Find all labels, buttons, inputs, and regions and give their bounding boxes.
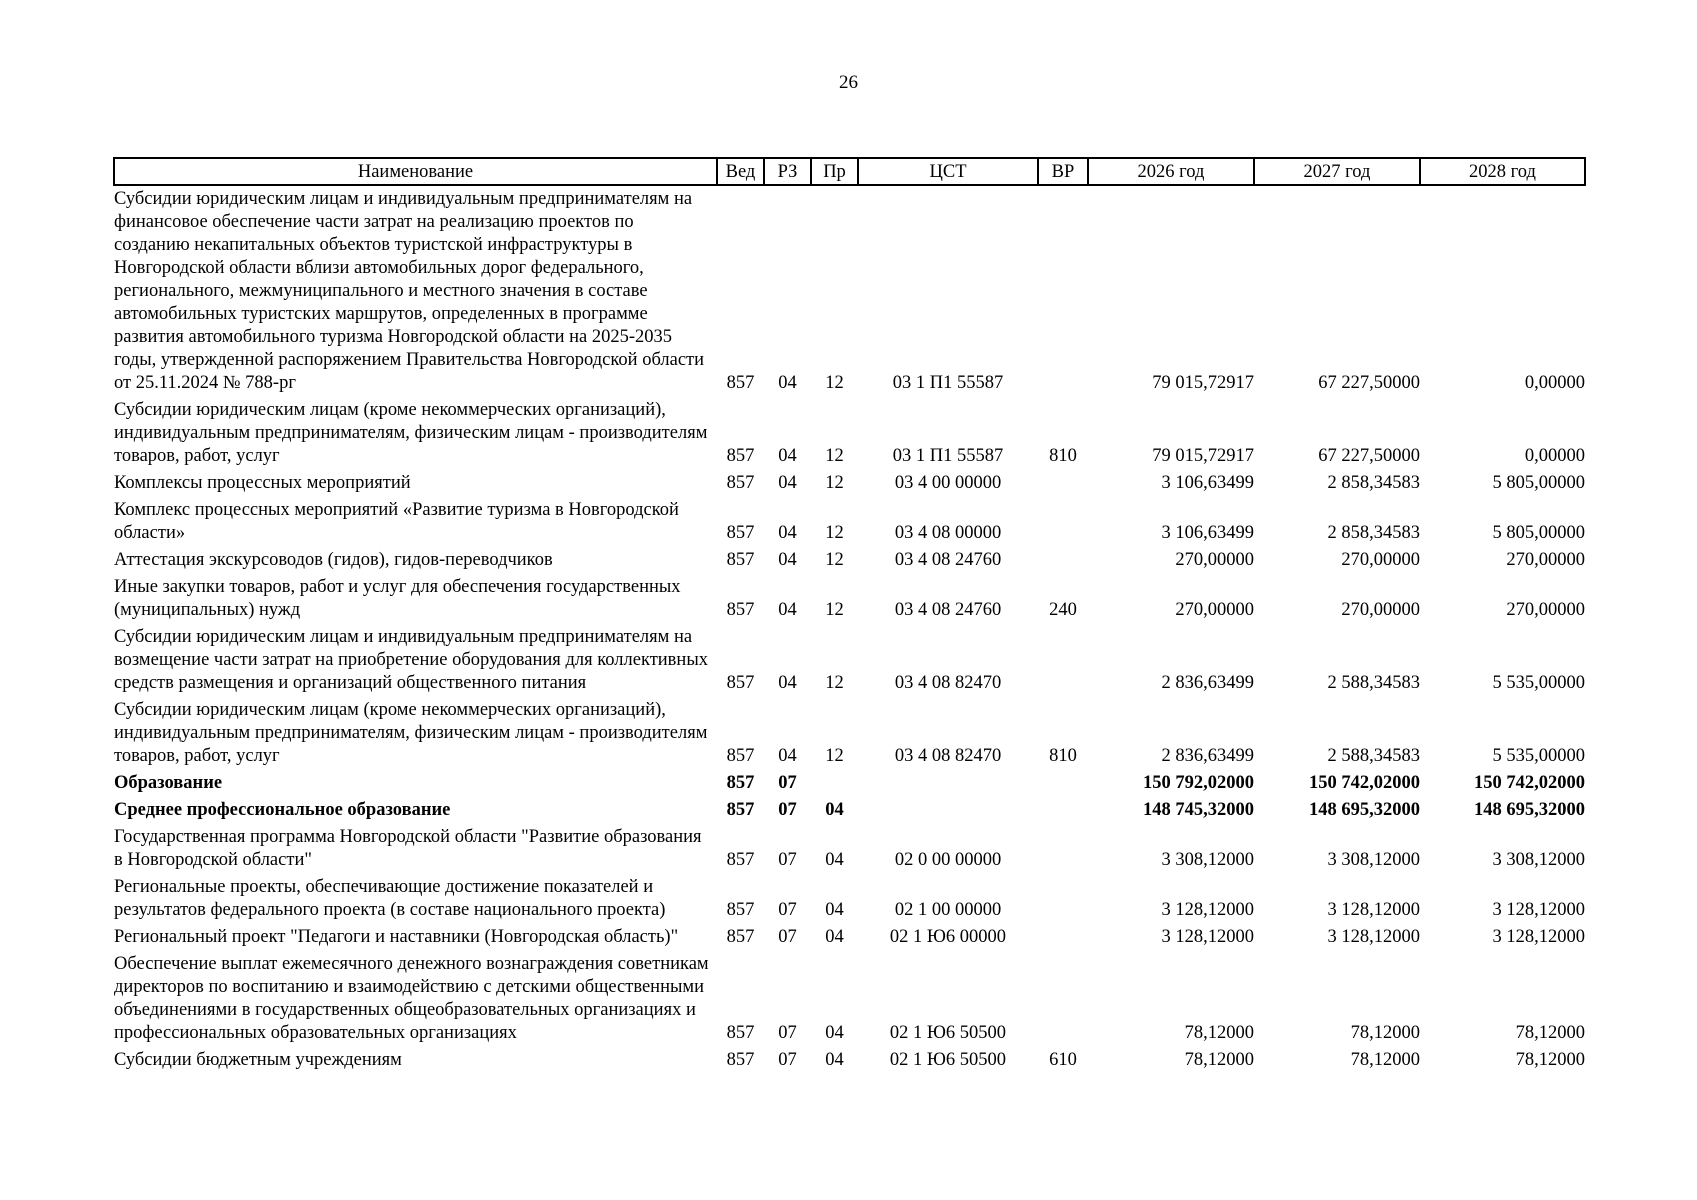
cell-2027: 3 128,12000	[1327, 927, 1420, 947]
table-row	[114, 497, 1585, 547]
cell-cst: 02 1 Ю6 00000	[889, 927, 1007, 947]
table-row	[114, 624, 1585, 697]
cell-2026: 78,12000	[1184, 1023, 1254, 1043]
cell-vr	[1038, 624, 1088, 697]
cell-name: Комплекс процессных мероприятий «Развитие туризма в Новгородской области»	[114, 500, 679, 543]
cell-2027: 270,00000	[1341, 600, 1420, 620]
cell-rz: 04	[778, 523, 797, 543]
cell-rz: 04	[778, 550, 797, 570]
cell-ved: 857	[726, 473, 755, 493]
cell-2026: 3 106,63499	[1161, 473, 1254, 493]
cell-name: Среднее профессиональное образование	[114, 800, 451, 820]
cell-ved: 857	[726, 1050, 755, 1070]
cell-2028: 5 535,00000	[1492, 746, 1585, 766]
header-pr: Пр	[811, 158, 858, 185]
cell-ved: 857	[726, 850, 755, 870]
cell-name: Региональный проект "Педагоги и наставники (Новгородская область)"	[114, 927, 679, 947]
cell-pr: 12	[825, 746, 844, 766]
cell-pr: 12	[825, 550, 844, 570]
cell-2028: 0,00000	[1524, 446, 1585, 466]
cell-2027: 148 695,32000	[1309, 800, 1420, 820]
cell-2027: 2 588,34583	[1327, 746, 1420, 766]
cell-name: Комплексы процессных мероприятий	[114, 473, 411, 493]
table-row	[114, 797, 1585, 824]
cell-2026: 150 792,02000	[1143, 773, 1254, 793]
table-row	[114, 924, 1585, 951]
cell-pr	[811, 770, 858, 797]
cell-2027: 67 227,50000	[1318, 373, 1420, 393]
cell-cst: 02 1 00 00000	[894, 900, 1002, 920]
table-row	[114, 397, 1585, 470]
cell-ved: 857	[726, 1023, 755, 1043]
cell-vr	[1038, 797, 1088, 824]
cell-ved: 857	[726, 373, 755, 393]
cell-2026: 78,12000	[1184, 1050, 1254, 1070]
cell-rz: 04	[778, 473, 797, 493]
cell-vr	[1038, 951, 1088, 1047]
cell-2027: 2 858,34583	[1327, 523, 1420, 543]
cell-2028: 3 128,12000	[1492, 900, 1585, 920]
cell-pr: 04	[825, 1050, 844, 1070]
cell-name: Государственная программа Новгородской области "Развитие образования в Новгородской области"	[114, 827, 702, 870]
cell-pr: 04	[825, 900, 844, 920]
cell-ved: 857	[726, 673, 755, 693]
cell-cst: 03 1 П1 55587	[892, 373, 1004, 393]
cell-2026: 3 128,12000	[1161, 900, 1254, 920]
table-row	[114, 574, 1585, 624]
table-row	[114, 697, 1585, 770]
cell-2026: 3 128,12000	[1161, 927, 1254, 947]
cell-2027: 78,12000	[1350, 1050, 1420, 1070]
cell-name: Образование	[114, 773, 223, 793]
table-row	[114, 547, 1585, 574]
cell-vr: 810	[1049, 746, 1077, 766]
table-row	[114, 824, 1585, 874]
cell-2026: 2 836,63499	[1161, 673, 1254, 693]
cell-rz: 07	[778, 850, 797, 870]
cell-rz: 07	[778, 773, 797, 793]
cell-2028: 3 128,12000	[1492, 927, 1585, 947]
cell-vr	[1038, 185, 1088, 397]
cell-pr: 12	[825, 473, 844, 493]
cell-pr: 04	[825, 800, 844, 820]
cell-vr	[1038, 547, 1088, 574]
cell-2027: 2 588,34583	[1327, 673, 1420, 693]
cell-ved: 857	[726, 550, 755, 570]
header-2027: 2027 год	[1254, 158, 1420, 185]
cell-name: Региональные проекты, обеспечивающие достижение показателей и результатов федерального проекта (в составе национального проекта)	[114, 877, 666, 920]
cell-vr: 240	[1049, 600, 1077, 620]
table-row	[114, 874, 1585, 924]
cell-pr: 04	[825, 1023, 844, 1043]
cell-pr: 12	[825, 523, 844, 543]
cell-name: Обеспечение выплат ежемесячного денежного вознаграждения советникам директоров по воспитанию и взаимодействию с детскими общественными объединениями в государственных общеобразовательных организациях и профессиональных образовательных организациях	[114, 954, 709, 1043]
cell-cst: 02 0 00 00000	[894, 850, 1002, 870]
cell-name: Аттестация экскурсоводов (гидов), гидов-переводчиков	[114, 550, 553, 570]
cell-2027: 270,00000	[1341, 550, 1420, 570]
cell-cst: 02 1 Ю6 50500	[889, 1050, 1007, 1070]
cell-rz: 04	[778, 446, 797, 466]
cell-2028: 0,00000	[1524, 373, 1585, 393]
table-header-row	[114, 158, 1585, 185]
cell-2027: 150 742,02000	[1309, 773, 1420, 793]
cell-ved: 857	[726, 523, 755, 543]
cell-pr: 04	[825, 850, 844, 870]
cell-cst: 02 1 Ю6 50500	[889, 1023, 1007, 1043]
cell-rz: 07	[778, 927, 797, 947]
cell-rz: 07	[778, 1023, 797, 1043]
cell-cst: 03 4 00 00000	[894, 473, 1002, 493]
cell-2028: 78,12000	[1515, 1050, 1585, 1070]
cell-2027: 67 227,50000	[1318, 446, 1420, 466]
cell-name: Субсидии юридическим лицам (кроме некоммерческих организаций), индивидуальным предпринимателям, физическим лицам - производителям товаров, работ, услуг	[114, 700, 708, 766]
header-rz: РЗ	[764, 158, 811, 185]
cell-2028: 78,12000	[1515, 1023, 1585, 1043]
cell-cst	[858, 770, 1038, 797]
cell-vr: 610	[1049, 1050, 1077, 1070]
header-ved: Вед	[717, 158, 764, 185]
cell-pr: 12	[825, 373, 844, 393]
page-number: 26	[839, 72, 858, 93]
cell-rz: 04	[778, 673, 797, 693]
header-cst: ЦСТ	[858, 158, 1038, 185]
cell-pr: 12	[825, 600, 844, 620]
cell-pr: 12	[825, 446, 844, 466]
cell-2028: 148 695,32000	[1474, 800, 1585, 820]
header-name: Наименование	[114, 158, 717, 185]
cell-2028: 5 535,00000	[1492, 673, 1585, 693]
cell-ved: 857	[726, 927, 755, 947]
cell-2027: 3 128,12000	[1327, 900, 1420, 920]
cell-vr	[1038, 770, 1088, 797]
cell-rz: 04	[778, 373, 797, 393]
cell-vr: 810	[1049, 446, 1077, 466]
cell-2027: 3 308,12000	[1327, 850, 1420, 870]
cell-2028: 5 805,00000	[1492, 523, 1585, 543]
cell-2026: 148 745,32000	[1143, 800, 1254, 820]
cell-pr: 12	[825, 673, 844, 693]
cell-ved: 857	[726, 446, 755, 466]
cell-rz: 07	[778, 900, 797, 920]
cell-name: Иные закупки товаров, работ и услуг для обеспечения государственных (муниципальных) нужд	[114, 577, 681, 620]
cell-name: Субсидии юридическим лицам (кроме некоммерческих организаций), индивидуальным предпринимателям, физическим лицам - производителям товаров, работ, услуг	[114, 400, 708, 466]
table-row	[114, 770, 1585, 797]
cell-2026: 3 308,12000	[1161, 850, 1254, 870]
cell-2026: 2 836,63499	[1161, 746, 1254, 766]
header-2028: 2028 год	[1420, 158, 1585, 185]
cell-cst: 03 4 08 00000	[894, 523, 1002, 543]
cell-vr	[1038, 470, 1088, 497]
cell-cst: 03 4 08 24760	[894, 550, 1002, 570]
cell-2028: 150 742,02000	[1474, 773, 1585, 793]
cell-rz: 07	[778, 800, 797, 820]
cell-2026: 79 015,72917	[1152, 446, 1254, 466]
table-row	[114, 951, 1585, 1047]
cell-vr	[1038, 497, 1088, 547]
cell-2027: 78,12000	[1350, 1023, 1420, 1043]
cell-ved: 857	[726, 900, 755, 920]
cell-cst: 03 4 08 24760	[894, 600, 1002, 620]
table-row	[114, 1047, 1585, 1074]
cell-ved: 857	[726, 600, 755, 620]
header-2026: 2026 год	[1088, 158, 1254, 185]
cell-2028: 3 308,12000	[1492, 850, 1585, 870]
cell-cst: 03 4 08 82470	[894, 673, 1002, 693]
cell-vr	[1038, 874, 1088, 924]
cell-ved: 857	[726, 746, 755, 766]
table-row	[114, 185, 1585, 397]
budget-table	[113, 157, 1586, 1074]
cell-name: Субсидии бюджетным учреждениям	[114, 1050, 402, 1070]
cell-2026: 270,00000	[1175, 600, 1254, 620]
cell-ved: 857	[726, 773, 755, 793]
cell-rz: 04	[778, 746, 797, 766]
cell-name: Субсидии юридическим лицам и индивидуальным предпринимателям на возмещение части затрат на приобретение оборудования для коллективных средств размещения и организаций общественного питания	[114, 627, 708, 693]
cell-2026: 270,00000	[1175, 550, 1254, 570]
cell-2026: 79 015,72917	[1152, 373, 1254, 393]
cell-rz: 04	[778, 600, 797, 620]
cell-cst: 03 4 08 82470	[894, 746, 1002, 766]
cell-ved: 857	[726, 800, 755, 820]
cell-cst	[858, 797, 1038, 824]
cell-2028: 5 805,00000	[1492, 473, 1585, 493]
cell-2027: 2 858,34583	[1327, 473, 1420, 493]
cell-name: Субсидии юридическим лицам и индивидуальным предпринимателям на финансовое обеспечение части затрат на реализацию проектов по созданию некапитальных объектов туристской инфраструктуры в Новгородской области вблизи автомобильных дорог федерального, регионального, межмуниципального и местного значения в составе автомобильных туристских маршрутов, определенных в программе развития автомобильного туризма Новгородской области на 2025-2035 годы, утвержденной распоряжением Правительства Новгородской области от 25.11.2024 № 788-рг	[114, 189, 705, 393]
table-row	[114, 470, 1585, 497]
table-body	[114, 185, 1585, 1074]
cell-2028: 270,00000	[1506, 550, 1585, 570]
cell-vr	[1038, 924, 1088, 951]
cell-2026: 3 106,63499	[1161, 523, 1254, 543]
cell-cst: 03 1 П1 55587	[892, 446, 1004, 466]
cell-2028: 270,00000	[1506, 600, 1585, 620]
cell-rz: 07	[778, 1050, 797, 1070]
cell-pr: 04	[825, 927, 844, 947]
header-vr: ВР	[1038, 158, 1088, 185]
cell-vr	[1038, 824, 1088, 874]
